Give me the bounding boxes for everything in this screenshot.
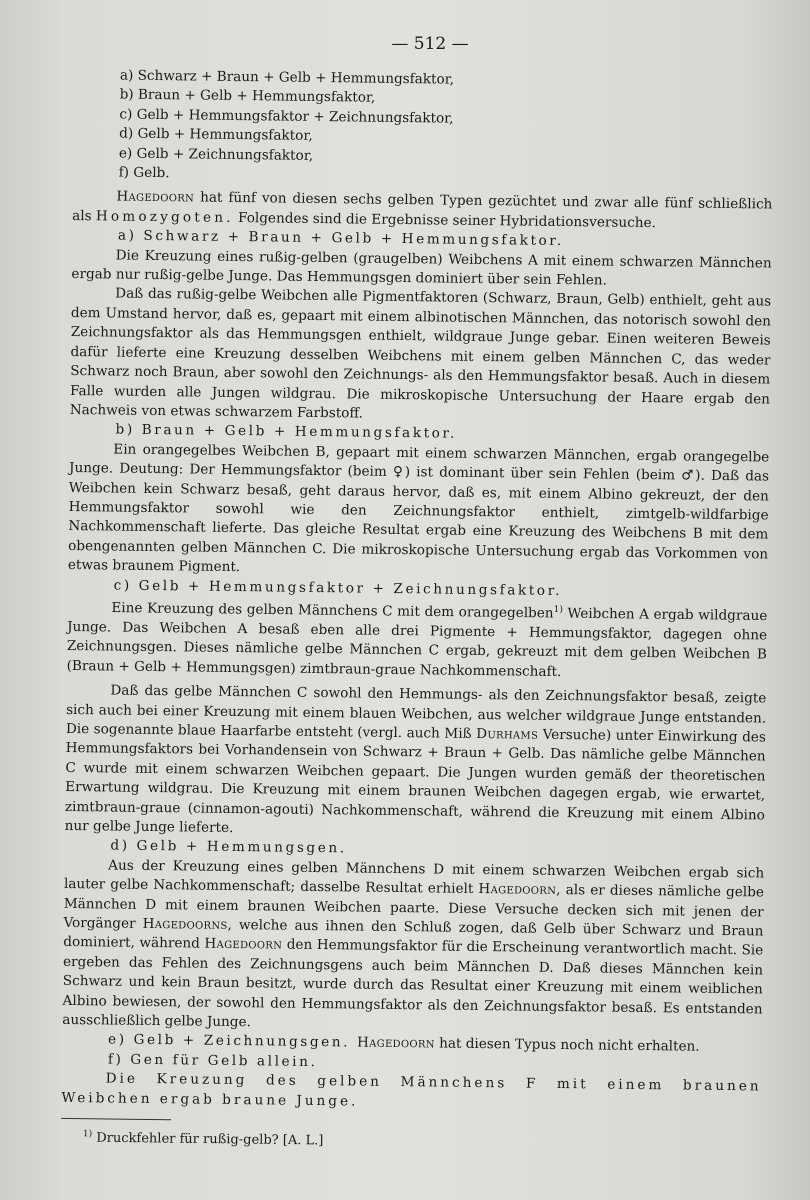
intro-paragraph: Hagedoorn hat fünf von diesen sechs gelben Typen gezüchtet und zwar alle fünf schließlich als Homozygoten. Folgendes sind die Ergebnisse seiner Hybridationsversuche. <box>72 188 773 231</box>
section-c-paragraph-2: Daß das gelbe Männchen C sowohl den Hemmungs- als den Zeichnungsfaktor besaß, zeigte sich auch bei einer Kreuzung mit einem blauen Weibchen, aus welcher wildgraue Junge entstanden. Die sogenannte blaue Haarfarbe entsteht (vergl. auch Miß Durhams Versuche) unter Einwirkung des Hemmungsfaktors bei Vorhandensein von Schwarz + Braun + Gelb. Das nämliche gelbe Männchen C wurde mit einem schwarzen Weibchen gepaart. Die Jungen wurden gemäß der theoretischen Erwartung wildgrau. Die Kreuzung mit einem braunen Weibchen dagegen ergab, wie erwartet, zimtbraun-graue (cinnamon-agouti) Nachkommenschaft, während die Kreuzung mit einem Albino nur gelbe Junge lieferte. <box>64 682 767 836</box>
list-item-d: d) Gelb + Hemmungsfaktor, <box>119 125 313 145</box>
section-heading-f: f) Gen für Gelb allein. <box>107 1051 318 1070</box>
section-heading-a: a) Schwarz + Braun + Gelb + Hemmungsfaktor. <box>117 227 564 250</box>
section-b-paragraph-1: Ein orangegelbes Weibchen B, gepaart mit einem schwarzen Männchen, ergab orangegelbe Junge. Deutung: Der Hemmungsfaktor (beim ♀) ist dominant über sein Fehlen (beim ♂). Daß das Weibchen kein Schwarz besaß, geht daraus hervor, daß es, mit einem Albino gekreuzt, der den Hemmungsfaktor sowohl wie den Zeichnungsfaktor enthielt, zimtgelb-wildfarbige Nachkommenschaft lieferte. Das gleiche Resultat ergab eine Kreuzung des Weibchens B mit dem obengenannten gelben Männchen C. Die mikroskopische Untersuchung ergab das Vorkommen von etwas braunem Pigment. <box>67 441 770 576</box>
section-a-paragraph-1: Die Kreuzung eines rußig-gelben (graugelben) Weibchens A mit einem schwarzen Männchen ergab nur rußig-gelbe Junge. Das Hemmungsgen dominiert über sein Fehlen. <box>71 247 772 289</box>
author-name: Hagedoorn <box>116 188 195 206</box>
section-heading-b: b) Braun + Gelb + Hemmungsfaktor. <box>115 421 458 443</box>
section-a-paragraph-2: Daß das rußig-gelbe Weibchen alle Pigmentfaktoren (Schwarz, Braun, Gelb) enthielt, geht aus dem Umstand hervor, daß es, gepaart mit einem albinotischen Männchen, das notorisch sowohl den Zeichnungsfaktor als das Hemmungsgen enthielt, wildgraue Junge gebar. Einen weiteren Beweis dafür lieferte eine Kreuzung desselben Weibchens mit einem gelben Männchen C, das weder Schwarz noch Braun, aber sowohl den Zeichnungs- als den Hemmungsfaktor besaß. Auch in diesem Falle wurden alle Jungen wildgrau. Die mikroskopische Untersuchung der Haare ergab den Nachweis von etwas schwarzem Farbstoff. <box>69 285 772 422</box>
list-item-c: c) Gelb + Hemmungsfaktor + Zeichnungsfaktor, <box>119 106 454 127</box>
section-f-paragraph: Die Kreuzung des gelben Männchens F mit einem braunen Weibchen ergab braune Junge. <box>61 1070 762 1110</box>
page-body <box>61 66 774 1156</box>
section-heading-d: d) Gelb + Hemmungsgen. <box>110 837 347 857</box>
list-item-a: a) Schwarz + Braun + Gelb + Hemmungsfaktor, <box>119 67 455 88</box>
list-item-b: b) Braun + Gelb + Hemmungsfaktor, <box>119 86 376 107</box>
author-name: Hagedoorns <box>142 915 228 933</box>
footnote: $^{1)}$ Druckfehler für rußig-gelb? [A. L.] <box>82 1129 324 1149</box>
emphasis-homozygoten: Homozygoten. <box>95 208 234 226</box>
footnote-marker: 1) <box>553 604 563 615</box>
section-heading-c: c) Gelb + Hemmungsfaktor + Zeichnungsfaktor. <box>113 577 563 599</box>
author-name: Durhams <box>476 725 539 743</box>
author-name: Hagedoorn <box>478 881 557 899</box>
author-name: Hagedoorn <box>204 936 283 954</box>
section-c-paragraph-1: Eine Kreuzung des gelben Männchens C mit dem orangegelben$^{1)}$ Weibchen A ergab wildgraue Junge. Das Weibchen A besaß eben alle drei Pigmente + Hemmungsfaktor, dagegen ohne Zeichnungsgen. Dieses nämliche gelbe Männchen C ergab, gekreuzt mit dem gelben Weibchen B (Braun + Gelb + Hemmungsgen) zimtbraun-graue Nachkommenschaft. <box>66 599 768 680</box>
section-heading-e: e) Gelb + Zeichnungsgen. Hagedoorn hat diesen Typus noch nicht erhalten. <box>108 1031 700 1056</box>
page-number: — 512 — <box>391 34 469 54</box>
list-item-e: e) Gelb + Zeichnungsfaktor, <box>118 145 314 164</box>
list-item-f: f) Gelb. <box>118 164 170 182</box>
author-name: Hagedoorn <box>356 1034 435 1052</box>
footnote-divider <box>61 1118 171 1120</box>
section-d-paragraph-1: Aus der Kreuzung eines gelben Männchens D mit einem schwarzen Weibchen ergab sich lauter gelbe Nachkommenschaft; dasselbe Resultat erhielt Hagedoorn, als er dieses nämliche gelbe Männchen D mit einem braunen Weibchen paarte. Diese Versuche decken sich mit jenen der Vorgänger Hagedoorns, welche aus ihnen den Schluß zogen, daß Gelb über Schwarz und Braun dominiert, während Hagedoorn den Hemmungsfaktor für die Erscheinung verantwortlich macht. Sie ergeben das Fehlen des Zeichnungsgens auch beim Männchen D. Daß dieses Männchen kein Schwarz und kein Braun besitzt, wurde durch das Resultat einer Kreuzung mit einem weiblichen Albino bewiesen, der sowohl den Hemmungsfaktor als den Zeichnungsfaktor besaß. Es entstanden ausschließlich gelbe Junge. <box>62 857 765 1031</box>
